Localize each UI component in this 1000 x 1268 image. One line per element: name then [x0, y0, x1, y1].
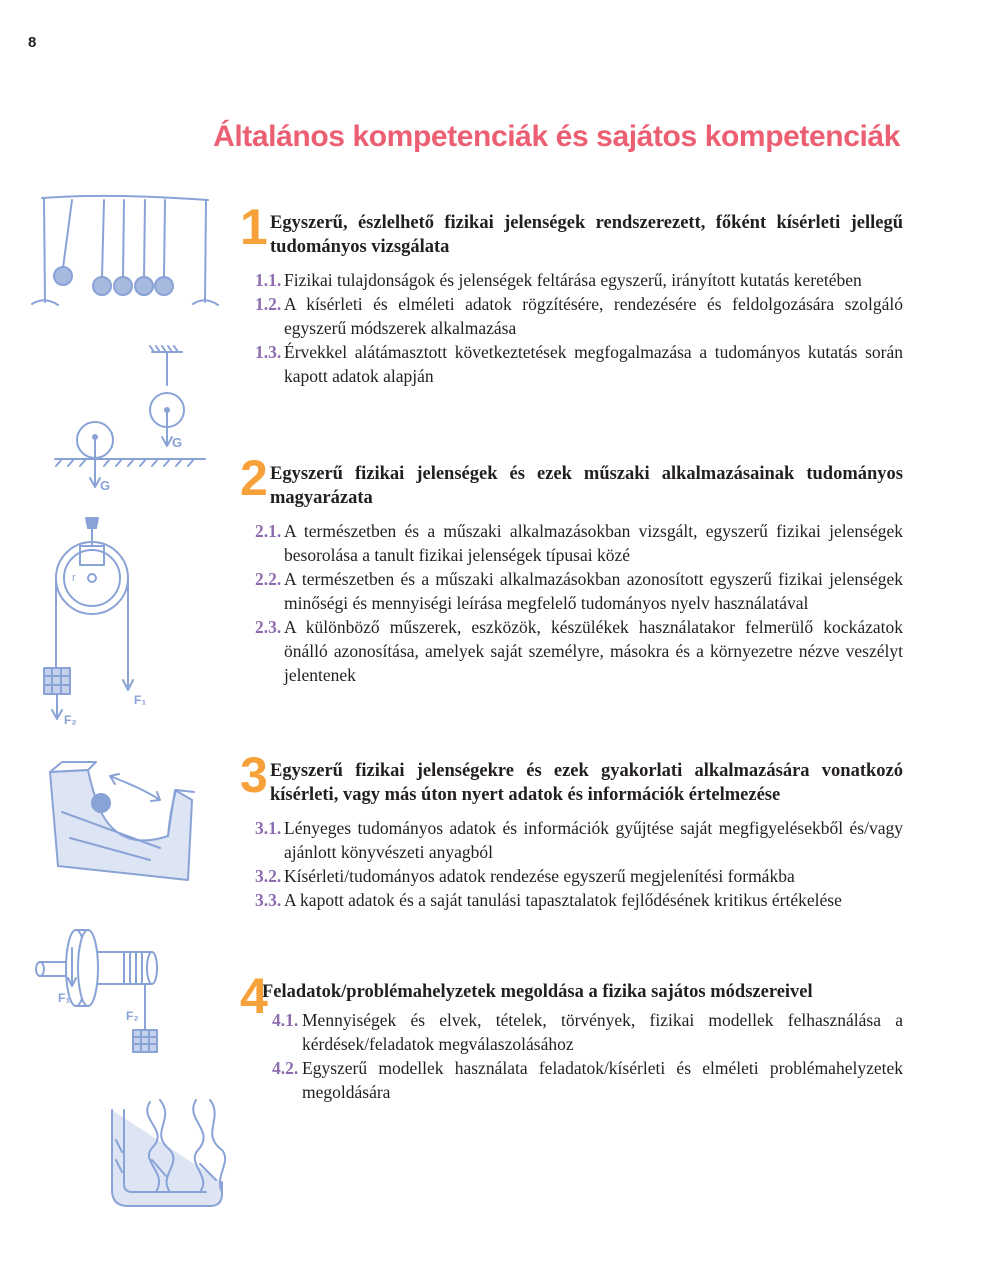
- competency-list: [240, 268, 903, 388]
- competency-item: [240, 567, 903, 615]
- label-f2: F₂: [64, 713, 77, 727]
- label-f1: F₁: [58, 991, 71, 1005]
- competency-list: [240, 816, 903, 912]
- competency-list: [240, 1008, 903, 1104]
- competency-item: [240, 864, 903, 888]
- label-r: r: [72, 572, 76, 584]
- item-number: 2.1.: [255, 521, 282, 541]
- section-title: Egyszerű, észlelhető fizikai jelenségek rendszerezett, főként kísérleti jellegű tudományos vizsgálata: [270, 213, 903, 257]
- competency-item: [240, 340, 903, 388]
- item-text: A kísérleti és elméleti adatok rögzítésére, rendezésére és feldolgozására szolgáló egyszerű módszerek alkalmazása: [284, 294, 903, 338]
- item-text: Mennyiségek és elvek, tételek, törvények, fizikai modellek felhasználása a kérdések/feladatok megválaszolásához: [302, 1010, 903, 1054]
- section-number: 3: [240, 747, 268, 803]
- label-f2: F₂: [126, 1009, 139, 1023]
- pulley-system-illustration: [44, 518, 133, 719]
- section-header: [240, 747, 903, 807]
- item-number: 4.2.: [272, 1058, 299, 1078]
- page-title: Általános kompetenciák és sajátos kompetenciák: [213, 120, 900, 153]
- wheel-on-ground-illustration: [55, 422, 205, 487]
- section-title: Feladatok/problémahelyzetek megoldása a fizika sajátos módszereivel: [262, 982, 813, 1002]
- competency-list: [240, 519, 903, 687]
- item-number: 3.3.: [255, 890, 282, 910]
- communicating-vessels-illustration: [112, 1100, 225, 1206]
- section-header: [240, 450, 903, 510]
- wheel-axle-illustration: [36, 930, 157, 1052]
- section-header: [240, 199, 903, 259]
- item-number: 1.3.: [255, 342, 282, 362]
- competency-section-4: [240, 968, 903, 1104]
- item-text: Érvekkel alátámasztott következtetések megfogalmazása a tudományos kutatás során kapott adatok alapján: [284, 342, 903, 386]
- competency-item: [240, 615, 903, 687]
- curved-ramp-illustration: [50, 762, 194, 880]
- competency-item: [240, 292, 903, 340]
- competency-item: [240, 519, 903, 567]
- item-text: A kapott adatok és a saját tanulási tapasztalatok fejlődésének kritikus értékelése: [284, 890, 842, 910]
- item-number: 1.1.: [255, 270, 282, 290]
- competency-section-3: [240, 747, 903, 912]
- section-title: Egyszerű fizikai jelenségek és ezek műszaki alkalmazásainak tudományos magyarázata: [270, 464, 903, 508]
- competency-item: [240, 816, 903, 864]
- newtons-cradle-illustration: [32, 196, 218, 305]
- item-text: Lényeges tudományos adatok és információk gyűjtése saját megfigyelésekből és/vagy ajánlott könyvészeti anyagból: [284, 818, 903, 862]
- page-number: 8: [28, 34, 37, 51]
- item-number: 3.1.: [255, 818, 282, 838]
- item-number: 2.3.: [255, 617, 282, 637]
- item-text: Egyszerű modellek használata feladatok/kísérleti és elméleti problémahelyzetek megoldására: [302, 1058, 903, 1102]
- competency-section-1: [240, 199, 903, 388]
- competency-section-2: [240, 450, 903, 687]
- hanging-wheel-illustration: [150, 346, 184, 446]
- item-text: A természetben és a műszaki alkalmazásokban azonosított egyszerű fizikai jelenségek minőségi és mennyiségi leírása megfelelő tudományos nyelv használatával: [284, 569, 903, 613]
- item-number: 3.2.: [255, 866, 282, 886]
- section-number: 2: [240, 450, 268, 506]
- label-g: G: [172, 435, 183, 450]
- item-text: Kísérleti/tudományos adatok rendezése egyszerű megjelenítési formákba: [284, 866, 795, 886]
- section-title: Egyszerű fizikai jelenségekre és ezek gyakorlati alkalmazására vonatkozó kísérleti, vagy más úton nyert adatok és információk értelmezése: [270, 761, 903, 805]
- physics-sketches: [0, 0, 240, 1268]
- item-text: Fizikai tulajdonságok és jelenségek feltárása egyszerű, irányított kutatás keretében: [284, 270, 862, 290]
- section-number: 1: [240, 199, 268, 255]
- competency-item: [240, 1056, 903, 1104]
- competency-item: [240, 268, 903, 292]
- section-number: 4: [240, 968, 268, 1024]
- label-f1: F₁: [134, 693, 147, 707]
- competency-item: [240, 888, 903, 912]
- item-text: A különböző műszerek, eszközök, készülékek használatakor felmerülő kockázatok önálló azonosítása, amelyek saját személyre, másokra és a környezetre nézve veszélyt jelentenek: [284, 617, 903, 685]
- label-g: G: [100, 478, 111, 493]
- competency-item: [240, 1008, 903, 1056]
- item-text: A természetben és a műszaki alkalmazásokban vizsgált, egyszerű fizikai jelenségek besorolása a tanult fizikai jelenségek típusai közé: [284, 521, 903, 565]
- item-number: 4.1.: [272, 1010, 299, 1030]
- item-number: 1.2.: [255, 294, 282, 314]
- item-number: 2.2.: [255, 569, 282, 589]
